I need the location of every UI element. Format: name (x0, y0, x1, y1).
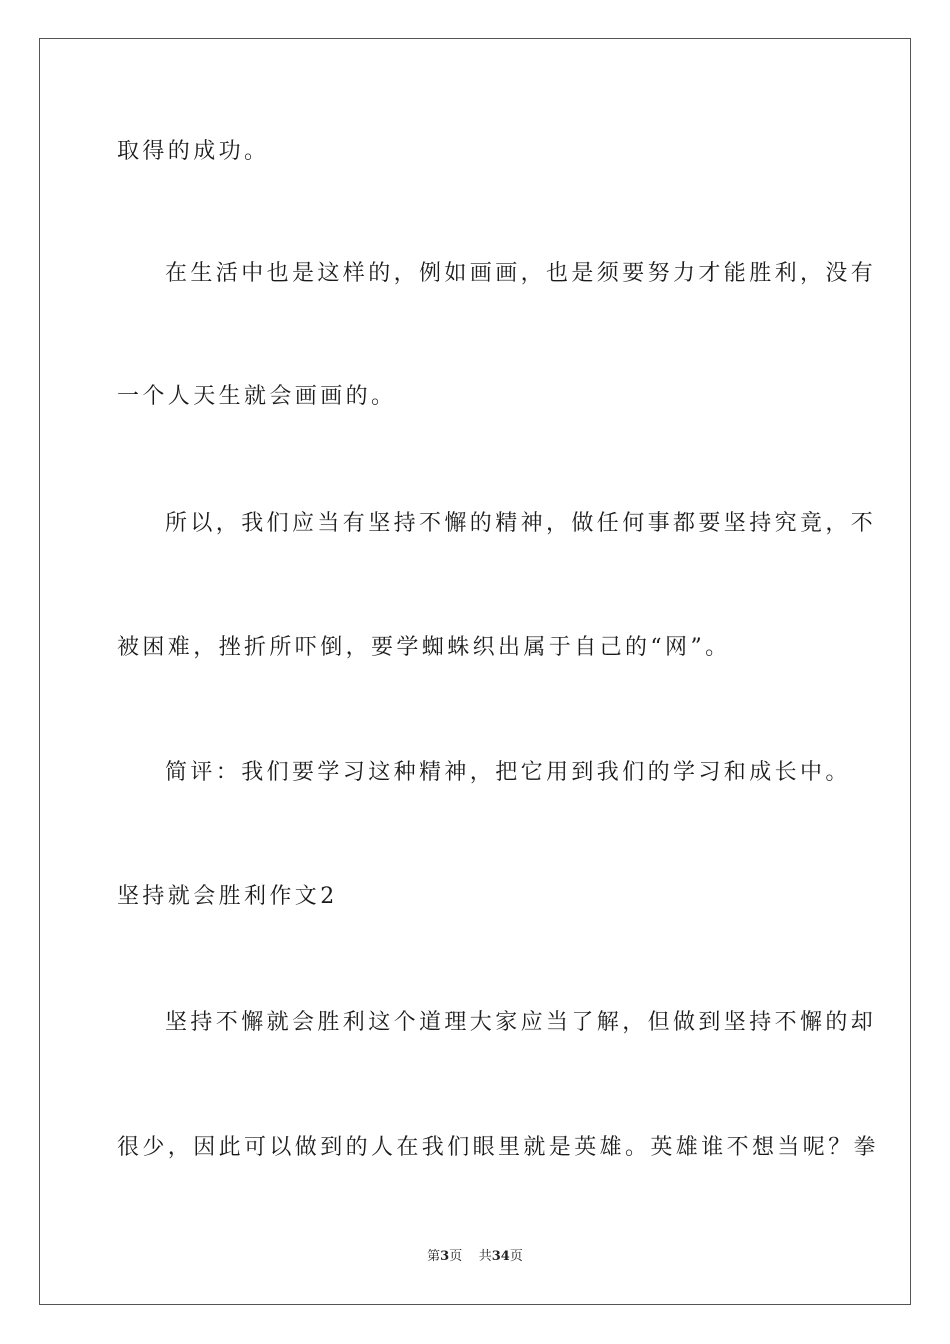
paragraph-first-line: 简评：我们要学习这种精神，把它用到我们的学习和成长中。 (165, 760, 851, 785)
paragraph-first-line: 在生活中也是这样的，例如画画，也是须要努力才能胜利，没有 (165, 261, 877, 286)
footer-page-suffix: 页 (449, 1249, 463, 1264)
section-heading: 坚持就会胜利作文2 (117, 884, 338, 909)
paragraph-first-line: 所以，我们应当有坚持不懈的精神，做任何事都要坚持究竟，不 (165, 511, 877, 536)
page-footer (0, 1248, 950, 1266)
text-line: 很少，因此可以做到的人在我们眼里就是英雄。英雄谁不想当呢？拳 (117, 1135, 880, 1160)
footer-total-prefix: 共 (478, 1249, 492, 1264)
text-line: 取得的成功。 (117, 139, 270, 164)
footer-page-number: 3 (440, 1249, 450, 1264)
page-border (39, 38, 911, 1305)
footer-page-prefix: 第 (427, 1249, 441, 1264)
footer-total-pages: 34 (491, 1249, 510, 1264)
paragraph-first-line: 坚持不懈就会胜利这个道理大家应当了解，但做到坚持不懈的却 (165, 1010, 877, 1035)
footer-total-suffix: 页 (509, 1249, 523, 1264)
text-line: 一个人天生就会画画的。 (117, 384, 397, 409)
text-line: 被困难，挫折所吓倒，要学蜘蛛织出属于自己的“网”。 (117, 635, 731, 660)
